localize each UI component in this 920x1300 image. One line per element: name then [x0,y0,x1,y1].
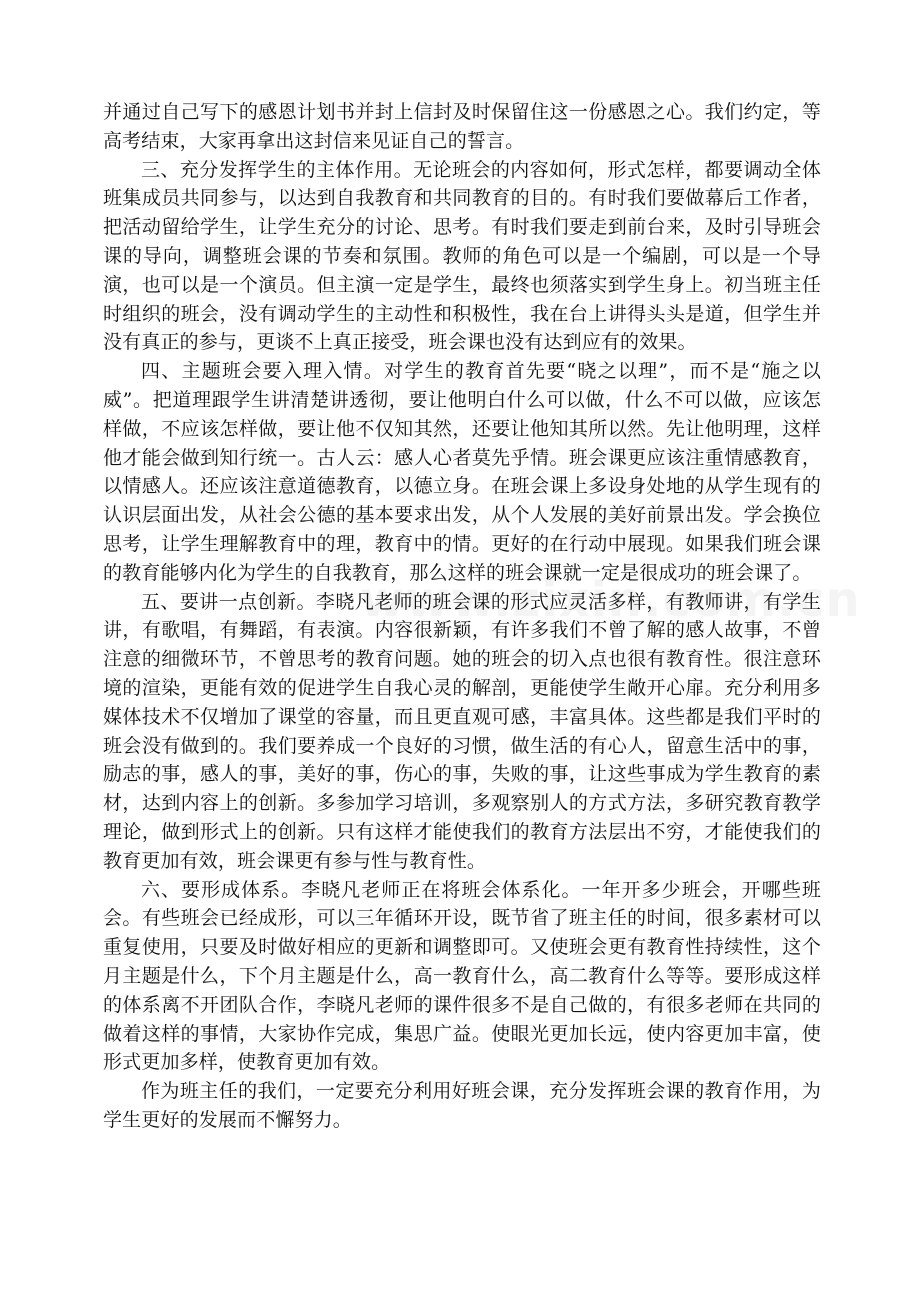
paragraph-section-5: 五、要讲一点创新。李晓凡老师的班会课的形式应灵活多样，有教师讲，有学生讲，有歌唱，有舞蹈，有表演。内容很新颖，有许多我们不曾了解的感人故事，不曾注意的细微环节，不曾思考的教育问题。她的班会的切入点也很有教育性。很注意环境的渲染，更能有效的促进学生自我心灵的解剖，更能使学生敞开心扉。充分利用多媒体技术不仅增加了课堂的容量，而且更直观可感，丰富具体。这些都是我们平时的班会没有做到的。我们要养成一个良好的习惯，做生活的有心人，留意生活中的事，励志的事，感人的事，美好的事，伤心的事，失败的事，让这些事成为学生教育的素材，达到内容上的创新。多参加学习培训，多观察别人的方式方法，多研究教育教学理论，做到形式上的创新。只有这样才能使我们的教育方法层出不穷，才能使我们的教育更加有效，班会课更有参与性与教育性。 [103,590,821,872]
paragraph-conclusion: 作为班主任的我们，一定要充分利用好班会课，充分发挥班会课的教育作用，为学生更好的发展而不懈努力。 [103,1080,821,1131]
document-body [103,98,821,1135]
paragraph-section-4: 四、主题班会要入理入情。对学生的教育首先要“晓之以理”，而不是“施之以威”。把道理跟学生讲清楚讲透彻，要让他明白什么可以做，什么不可以做，应该怎样做，不应该怎样做，要让他不仅知其然，还要让他知其所以然。先让他明理，这样他才能会做到知行统一。古人云：感人心者莫先乎情。班会课更应该注重情感教育，以情感人。还应该注意道德教育，以德立身。在班会课上多设身处地的从学生现有的认识层面出发，从社会公德的基本要求出发，从个人发展的美好前景出发。学会换位思考，让学生理解教育中的理，教育中的情。更好的在行动中展现。如果我们班会课的教育能够内化为学生的自我教育，那么这样的班会课就一定是很成功的班会课了。 [103,360,821,584]
paragraph-section-6: 六、要形成体系。李晓凡老师正在将班会体系化。一年开多少班会，开哪些班会。有些班会已经成形，可以三年循环开设，既节省了班主任的时间，很多素材可以重复使用，只要及时做好相应的更新和调整即可。又使班会更有教育性持续性，这个月主题是什么，下个月主题是什么，高一教育什么，高二教育什么等等。要形成这样的体系离不开团队合作，李晓凡老师的课件很多不是自己做的，有很多老师在共同的做着这样的事情，大家协作完成，集思广益。使眼光更加长远，使内容更加丰富，使形式更加多样，使教育更加有效。 [103,878,821,1074]
paragraph-continuation: 并通过自己写下的感恩计划书并封上信封及时保留住这一份感恩之心。我们约定，等高考结束，大家再拿出这封信来见证自己的誓言。 [103,101,821,152]
paragraph-section-3: 三、充分发挥学生的主体作用。无论班会的内容如何，形式怎样，都要调动全体班集成员共同参与，以达到自我教育和共同教育的目的。有时我们要做幕后工作者，把活动留给学生，让学生充分的讨论、思考。有时我们要走到前台来，及时引导班会课的导向，调整班会课的节奏和氛围。教师的角色可以是一个编剧，可以是一个导演，也可以是一个演员。但主演一定是学生，最终也须落实到学生身上。初当班主任时组织的班会，没有调动学生的主动性和积极性，我在台上讲得头头是道，但学生并没有真正的参与，更谈不上真正接受，班会课也没有达到应有的效果。 [103,158,821,354]
